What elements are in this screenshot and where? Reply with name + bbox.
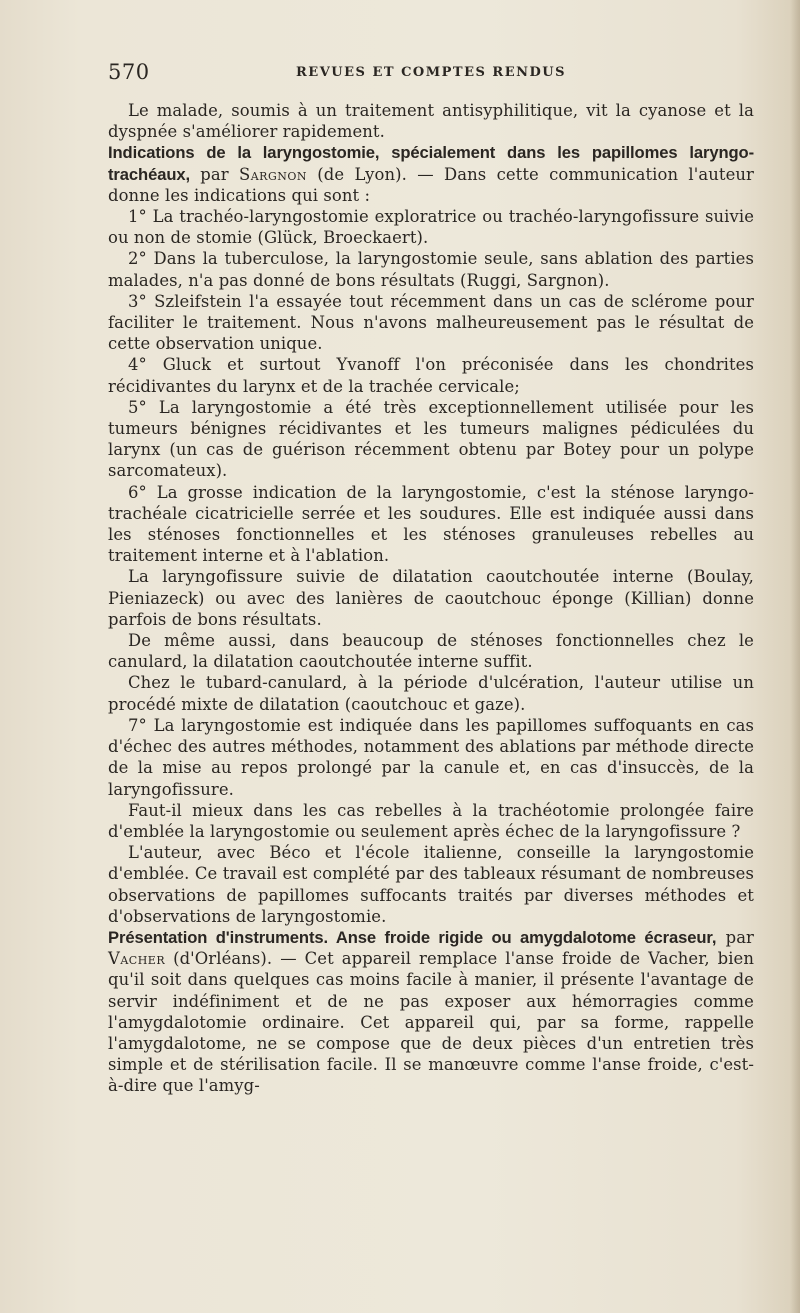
page-number: 570 — [108, 60, 150, 84]
paragraph: 1° La trachéo-laryngostomie exploratrice ou trachéo-laryngofissure suivie ou non de stomie (Glück, Broeckaert). — [108, 207, 754, 248]
page-header — [108, 60, 754, 88]
author-name: Vacher — [108, 949, 166, 969]
section-paragraph-laryngostomie — [108, 142, 754, 206]
article-body — [108, 100, 754, 1097]
paragraph: 5° La laryngostomie a été très exceptionnellement utilisée pour les tumeurs bénignes récidivantes et les tumeurs malignes pédiculées du larynx (un cas de guérison récemment obtenu par Botey pour un polype sarcomateux). — [108, 397, 754, 481]
paragraph: 7° La laryngostomie est indiquée dans les papillomes suffoquants en cas d'échec des autres méthodes, notamment des ablations par méthode directe de la mise au repos prolongé par la canule et, en cas d'insuccès, de la laryngofissure. — [108, 715, 754, 799]
author-name: Sargnon — [239, 164, 308, 184]
paragraph: Faut-il mieux dans les cas rebelles à la trachéotomie prolongée faire d'emblée la laryngostomie ou seulement après échec de la laryngofissure ? — [108, 800, 754, 841]
by-text: par — [716, 927, 754, 947]
paragraph: Chez le tubard-canulard, à la période d'ulcération, l'auteur utilise un procédé mixte de dilatation (caoutchouc et gaze). — [108, 673, 754, 714]
section-heading: Indications de la laryngostomie, spécialement dans les papillomes laryngo-trachéaux, — [108, 143, 754, 184]
paragraph: 4° Gluck et surtout Yvanoff l'on préconisée dans les chondrites récidivantes du larynx et de la trachée cervicale; — [108, 355, 754, 396]
paragraph: Le malade, soumis à un traitement antisyphilitique, vit la cyanose et la dyspnée s'améliorer rapidement. — [108, 101, 754, 142]
paragraph-text: (de Lyon). — Dans cette communication l'auteur donne les indications qui sont : — [108, 164, 754, 205]
paragraph: La laryngofissure suivie de dilatation caoutchoutée interne (Boulay, Pieniazeck) ou avec des lanières de caoutchouc éponge (Killian) donne parfois de bons résultats. — [108, 567, 754, 629]
section-heading: Présentation d'instruments. Anse froide rigide ou amygdalotome écraseur, — [108, 927, 717, 947]
paragraph: 2° Dans la tuberculose, la laryngostomie seule, sans ablation des parties malades, n'a pas donné de bons résultats (Ruggi, Sargnon). — [108, 249, 754, 290]
running-head: REVUES ET COMPTES RENDUS — [296, 65, 566, 80]
by-text: par — [190, 164, 239, 184]
paragraph: 3° Szleifstein l'a essayée tout récemment dans un cas de sclérome pour faciliter le traitement. Nous n'avons malheureusement pas le résultat de cette observation unique. — [108, 291, 754, 354]
paragraph: 6° La grosse indication de la laryngostomie, c'est la sténose laryngo-trachéale cicatricielle serrée et les soudures. Elle est indiquée aussi dans les sténoses fonctionnelles et les sténoses granuleuses rebelles au traitement interne et à l'ablation. — [108, 482, 754, 566]
paragraph-text: (d'Orléans). — Cet appareil remplace l'anse froide de Vacher, bien qu'il soit dans quelques cas moins facile à manier, il présente l'avantage de servir indéfiniment et de ne pas exposer aux hémorragies comme l'amygdalotomie ordinaire. Cet appareil qui, par sa forme, rappelle l'amygdalotome, ne se compose que de deux pièces d'un entretien très simple et de stérilisation facile. Il se manœuvre comme l'anse froide, c'est-à-dire que l'amyg- — [108, 949, 754, 1096]
section-paragraph-instruments — [108, 927, 754, 1097]
paragraph: L'auteur, avec Béco et l'école italienne, conseille la laryngostomie d'emblée. Ce travail est complété par des tableaux résumant de nombreuses observations de papillomes suffocants traités par diverses méthodes et d'observations de laryngostomie. — [108, 843, 754, 926]
paragraph: De même aussi, dans beaucoup de sténoses fonctionnelles chez le canulard, la dilatation caoutchoutée interne suffit. — [108, 631, 754, 672]
page-edge-shadow — [790, 0, 800, 1313]
